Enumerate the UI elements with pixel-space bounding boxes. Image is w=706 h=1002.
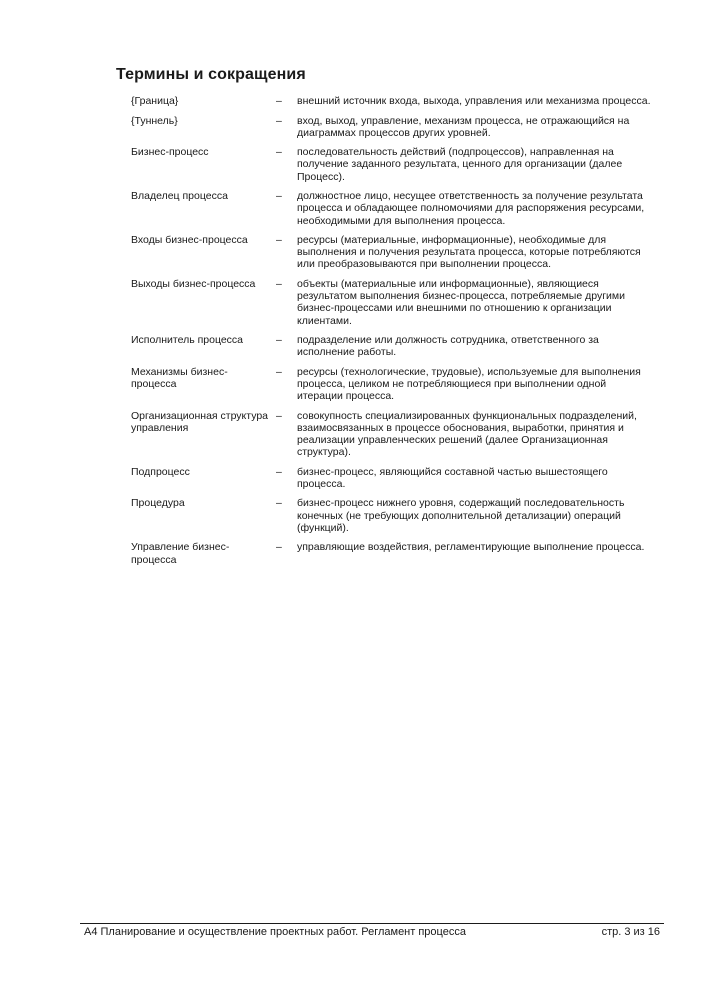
term-dash: –: [276, 190, 282, 203]
term-definition: вход, выход, управление, механизм процесса, не отражающийся на диаграммах процессов других уровней.: [297, 114, 630, 139]
term-dash: –: [276, 146, 282, 159]
term-name: Бизнес-процесс: [131, 146, 209, 159]
term-dash: –: [276, 365, 282, 378]
term-row: [131, 541, 661, 566]
term-row: [131, 115, 661, 139]
term-definition: ресурсы (материальные, информационные), необходимые для выполнения и получения результата процесса, которые потребляются или преобразовываются при выполнении процесса.: [297, 234, 641, 271]
term-dash: –: [276, 277, 282, 290]
term-name: Управление бизнес-процесса: [131, 541, 230, 566]
term-dash: –: [276, 409, 282, 422]
term-row: [131, 334, 661, 358]
term-dash: –: [276, 114, 282, 127]
term-definition: управляющие воздействия, регламентирующие выполнение процесса.: [297, 541, 645, 554]
term-definition: последовательность действий (подпроцессов), направленная на получение заданного результата, ценного для организации (далее Процесс).: [297, 146, 623, 183]
term-row: [131, 190, 661, 227]
term-row: [131, 497, 661, 534]
term-row: [131, 95, 661, 107]
term-name: Подпроцесс: [131, 465, 190, 478]
term-row: [131, 278, 661, 327]
terms-list: [131, 95, 661, 566]
term-name: Выходы бизнес-процесса: [131, 277, 256, 290]
term-name: Механизмы бизнес-процесса: [131, 365, 228, 390]
term-name: Входы бизнес-процесса: [131, 234, 248, 247]
term-name: Процедура: [131, 497, 185, 510]
term-dash: –: [276, 497, 282, 510]
term-row: [131, 410, 661, 459]
term-definition: бизнес-процесс, являющийся составной частью вышестоящего процесса.: [297, 465, 608, 490]
term-definition: внешний источник входа, выхода, управления или механизма процесса.: [297, 95, 651, 107]
page-title: Термины и сокращения: [116, 66, 306, 83]
term-dash: –: [276, 334, 282, 347]
term-definition: ресурсы (технологические, трудовые), используемые для выполнения процесса, целиком не потребляющиеся при выполнении одной итерации процесса.: [297, 365, 641, 403]
footer-document-title: А4 Планирование и осуществление проектных работ. Регламент процесса: [84, 926, 466, 938]
term-name: {Граница}: [131, 95, 179, 107]
term-definition: должностное лицо, несущее ответственность за получение результата процесса и обладающее полномочиями для распоряжения ресурсами, необходимыми для выполнения процесса.: [297, 190, 645, 227]
term-definition: объекты (материальные или информационные), являющиеся результатом выполнения бизнес-процесса, потребляемые другими бизнес-процессами или внешними по отношению к организации клиентами.: [297, 277, 625, 327]
term-row: [131, 466, 661, 490]
term-dash: –: [276, 541, 282, 554]
term-row: [131, 146, 661, 183]
term-dash: –: [276, 234, 282, 247]
term-row: [131, 234, 661, 271]
term-name: Исполнитель процесса: [131, 334, 244, 347]
footer-page-number: стр. 3 из 16: [601, 926, 660, 938]
term-dash: –: [276, 95, 282, 107]
term-definition: подразделение или должность сотрудника, ответственного за исполнение работы.: [297, 334, 599, 359]
term-dash: –: [276, 465, 282, 478]
term-name: Владелец процесса: [131, 190, 228, 203]
term-name: {Туннель}: [131, 114, 178, 127]
footer-divider: [80, 923, 664, 924]
term-row: [131, 366, 661, 403]
term-name: Организационная структура управления: [131, 409, 269, 434]
term-definition: совокупность специализированных функциональных подразделений, взаимосвязанных в процессе обоснования, выработки, принятия и реализации управленческих решений (далее Организационная структура).: [297, 409, 637, 459]
term-definition: бизнес-процесс нижнего уровня, содержащий последовательность конечных (не требующих дополнительной детализации) операций (функций).: [297, 497, 625, 534]
